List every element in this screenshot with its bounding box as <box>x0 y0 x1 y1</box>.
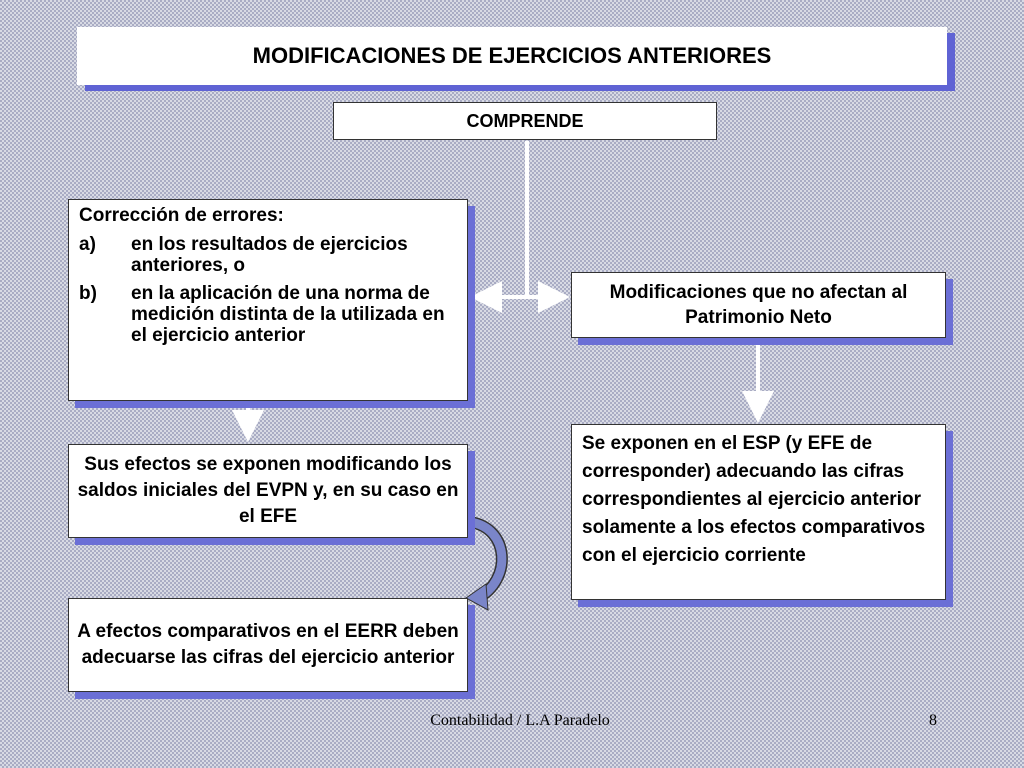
no-afectan-text: Modificaciones que no afectan al Patrimonio Neto <box>609 282 908 328</box>
page-title <box>77 27 947 85</box>
comparativos-text: A efectos comparativos en el EERR deben adecuarse las cifras del ejercicio anterior <box>77 621 459 668</box>
errores-heading: Corrección de errores: <box>79 205 284 226</box>
comprende-label: COMPRENDE <box>466 110 584 131</box>
efectos-box <box>68 444 468 538</box>
esp-box <box>571 424 946 600</box>
esp-text: Se exponen en el ESP (y EFE de corresponder) adecuando las cifras correspondientes al ejercicio anterior solamente a los efectos comparativos con el ejercicio corriente <box>582 433 926 566</box>
comprende-box <box>333 102 717 140</box>
footer-text: Contabilidad / L.A Paradelo <box>430 712 610 729</box>
correccion-errores-box <box>68 199 468 401</box>
comparativos-box <box>68 598 468 692</box>
errores-item-label: b) <box>79 283 97 304</box>
errores-item-text: en la aplicación de una norma de medición distinta de la utilizada en el ejercicio anterior <box>131 283 445 346</box>
errores-item-label: a) <box>79 234 96 255</box>
errores-item-b <box>79 283 457 346</box>
curved-arrow-icon <box>466 522 502 610</box>
errores-item-text: en los resultados de ejercicios anteriores, o <box>131 234 408 276</box>
errores-item-a <box>79 234 457 276</box>
no-afectan-box <box>571 272 946 338</box>
efectos-text: Sus efectos se exponen modificando los saldos iniciales del EVPN y, en su caso en el EFE <box>77 454 459 527</box>
page-number: 8 <box>929 712 937 729</box>
page-title-text: MODIFICACIONES DE EJERCICIOS ANTERIORES <box>252 43 772 68</box>
